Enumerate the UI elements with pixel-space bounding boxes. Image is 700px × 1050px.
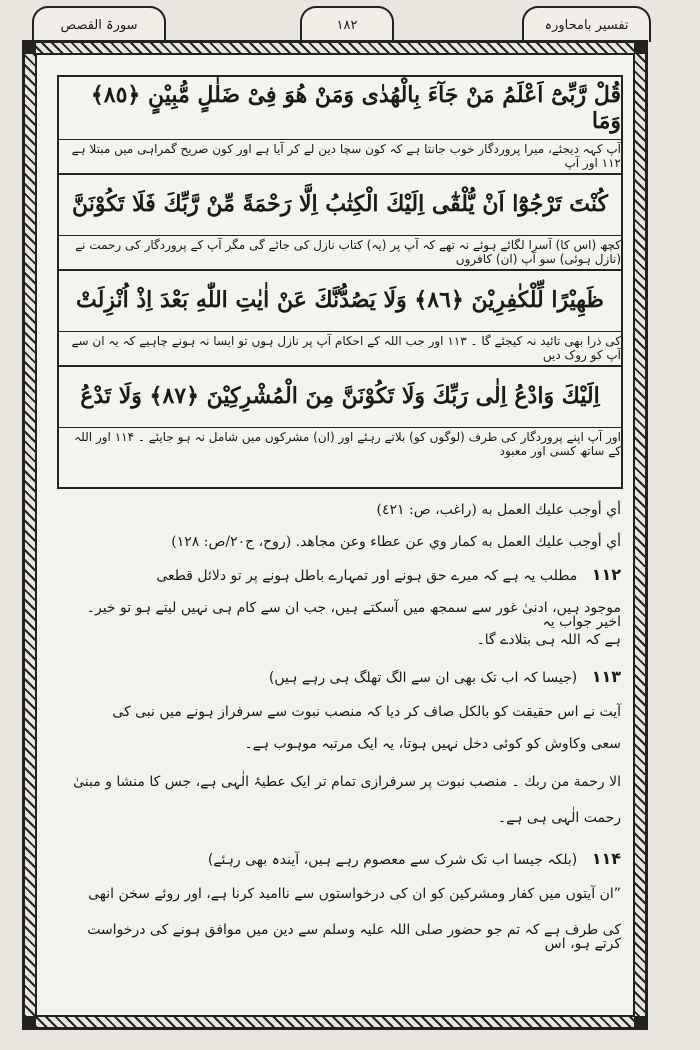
book-title-tab xyxy=(522,6,651,42)
ayah-line: قُلْ رَّبِّیْٓ اَعْلَمُ مَنْ جَآءَ بِالْهُدٰى وَمَنْ هُوَ فِیْ ضَلٰلٍ مُّبِیْنٍ ﴿٨٥﴾ وَمَا xyxy=(59,77,621,140)
commentary-line: کی طرف ہے کہ تم جو حضور صلی اللہ علیہ وسلم سے دین میں موافق ہونے کی درخواست کرتے ہو، اس xyxy=(87,922,621,952)
commentary-line: آیت نے اس حقیقت کو بالکل صاف کر دیا کہ منصب نبوت سے سرفراز ہونے میں نبی کی xyxy=(112,704,621,720)
arabic-reference: أي أوجب عليك العمل به (راغب، ص: ٤٢١) xyxy=(376,502,621,518)
ayah-line: ظَهِیْرًا لِّلْكٰفِرِیْنَ ﴿٨٦﴾ وَلَا یَصُدُّنَّكَ عَنْ اٰیٰتِ اللّٰهِ بَعْدَ اِذْ اُنْزِلَتْ xyxy=(59,269,621,332)
page-number: ١٨٢ xyxy=(336,17,358,33)
translation-line: کی ذرا بھی تائید نہ کیجئے گا ۔ ۱۱۳ اور جب اللہ کے احکام آپ پر نازل ہوں تو ایسا نہ ہونے چاہیے کہ یہ ان سے آپ کو روک دیں xyxy=(59,331,621,367)
ayah-line: اِلَیْكَ وَادْعُ اِلٰى رَبِّكَ وَلَا تَكُوْنَنَّ مِنَ الْمُشْرِكِیْنَ ﴿٨٧﴾ وَلَا تَدْعُ xyxy=(59,365,621,428)
arabic-reference: أي أوجب عليك العمل به كمار وي عن عطاء وعن مجاهد. (روح، ج۲۰/ص: ۱۲۸) xyxy=(171,534,621,550)
surah-name-tab xyxy=(32,6,166,42)
page-content xyxy=(35,53,635,1017)
book-title: تفسیر بامحاورہ xyxy=(544,17,629,33)
translation-line: کچھ (اس کا) آسرا لگائے ہوئے نہ تھے کہ آپ پر (یہ) کتاب نازل کی جائے گی مگر آپ کے پروردگار کی رحمت نے (نازل ہوئی) سو آپ (ان) کافروں xyxy=(59,235,621,271)
corner-ornament xyxy=(634,1016,648,1030)
corner-ornament xyxy=(22,40,36,54)
commentary-line: رحمت الٰہی ہی ہے۔ xyxy=(497,810,621,826)
ornamental-border xyxy=(22,40,648,1030)
commentary-line xyxy=(61,851,621,867)
note-text: (بلکہ جیسا اب تک شرک سے معصوم رہے ہیں، آیندہ بھی رہئے) xyxy=(207,852,578,868)
corner-ornament xyxy=(634,40,648,54)
ayah-line: كُنْتَ تَرْجُوْٓا اَنْ یُّلْقٰٓى اِلَیْكَ الْكِتٰبُ اِلَّا رَحْمَةً مِّنْ رَّبِّكَ فَلَا تَكُوْنَنَّ xyxy=(59,173,621,236)
translation-line: آپ کہہ دیجئے، میرا پروردگار خوب جانتا ہے کہ کون سچا دین لے کر آیا ہے اور کون صریح گمراہی میں مبتلا ہے ۱۱۲ اور آپ xyxy=(59,139,621,175)
commentary-line: الا رحمة من ربك ۔ منصب نبوت پر سرفرازی تمام تر ایک عطیۂ الٰہی ہے، جس کا منشا و مبنیٰ xyxy=(73,774,621,790)
note-text: (جیسا کہ اب تک بھی ان سے الگ تھلگ ہی رہے ہیں) xyxy=(268,670,578,686)
page-number-tab xyxy=(300,6,394,42)
commentary-line: ”ان آیتوں میں کفار ومشرکین کو ان کی درخواستوں سے ناامید کرنا ہے، اور روئے سخن انھی xyxy=(88,886,621,902)
note-number: ۱۱۳ xyxy=(591,667,621,686)
commentary-line xyxy=(61,567,621,583)
quran-text-box xyxy=(57,75,623,489)
commentary-line xyxy=(61,669,621,685)
note-number: ۱۱۴ xyxy=(591,849,621,868)
commentary-line: موجود ہیں، ادنیٰ غور سے سمجھ میں آسکتے ہیں، جب ان سے کام ہی نہیں لیتے ہو تو خیر۔ اخیر جواب یہ xyxy=(86,600,621,630)
corner-ornament xyxy=(22,1016,36,1030)
commentary-line: ہے کہ اللہ ہی بتلادے گا۔ xyxy=(476,632,621,648)
surah-name: سورۃ القصص xyxy=(60,17,138,33)
translation-line: اور آپ اپنے پروردگار کی طرف (لوگوں کو) بلاتے رہئے اور (ان) مشرکوں میں شامل نہ ہو جایئے ۔ ۱۱۴ اور اللہ کے ساتھ کسی اور معبود xyxy=(74,430,621,458)
note-text: مطلب یہ ہے کہ میرے حق ہونے اور تمہارے باطل ہونے پر تو دلائل قطعی xyxy=(156,568,578,584)
commentary-line: سعی وکاوش کو کوئی دخل نہیں ہوتا، یہ ایک مرتبہ موہوب ہے۔ xyxy=(244,736,621,752)
note-number: ۱۱۲ xyxy=(591,565,621,584)
